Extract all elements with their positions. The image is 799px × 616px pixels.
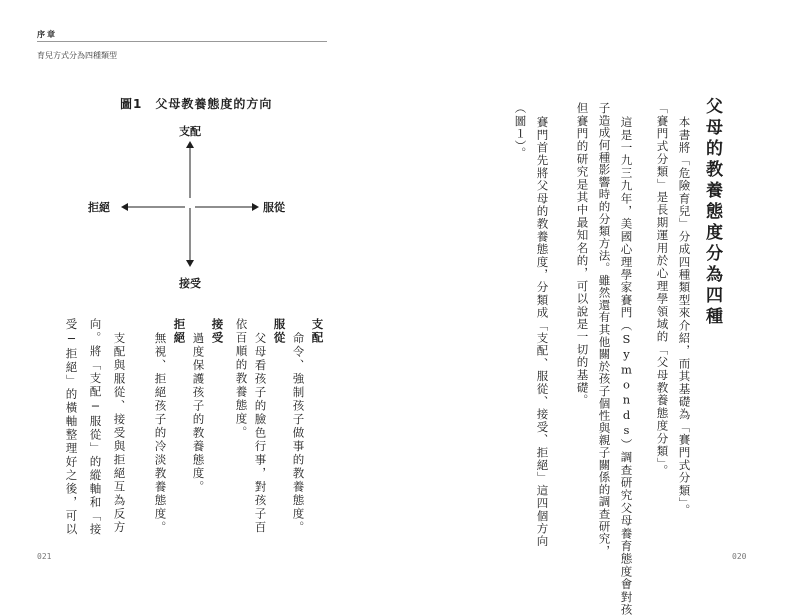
paragraph-1-line-2: 「賽門式分類」是長期運用於心理學領域的「父母教養態度分類」。 [655, 102, 670, 478]
attitude-axes-diagram [80, 120, 310, 295]
axis-label-left: 拒絕 [88, 201, 110, 214]
page-number-right: 020 [732, 552, 747, 561]
axis-label-right: 服從 [263, 201, 285, 214]
paragraph-1-line-1: 本書將「危險育兒」分成四種類型來介紹，而其基礎為「賽門式分類」。 [677, 116, 692, 517]
paragraph-2-line-2: 子造成何種影響時的分類方法。雖然還有其他關於孩子個性與親子關係的調查研究， [597, 102, 612, 558]
paragraph-2-line-1: 這是一九三九年，美國心理學家賽門（Symonds）調查研究父母養育態度會對孩 [619, 116, 634, 616]
definition-text-obedience-1: 父母看孩子的臉色行事，對孩子百 [253, 332, 268, 535]
chapter-subtitle: 育兒方式分為四種類型 [37, 51, 117, 60]
definition-term-dominance: 支配 [310, 318, 325, 345]
definition-term-obedience: 服從 [272, 318, 287, 345]
definition-text-obedience-2: 依百順的教養態度。 [234, 318, 249, 440]
figure-title: 圖1 父母教養態度的方向 [120, 97, 273, 111]
paragraph-3-line-1: 賽門首先將父母的教養態度，分類成「支配、服從、接受、拒絕」這四個方向 [535, 116, 550, 548]
header-rule [37, 41, 327, 42]
definition-term-acceptance: 接受 [210, 318, 225, 345]
section-heading: 父母的教養態度分為四種 [702, 97, 722, 328]
axis-label-top: 支配 [179, 125, 201, 138]
paragraph-2-line-3: 但賽門的研究是其中最知名的，可以說是一切的基礎。 [575, 102, 590, 407]
left-page [0, 0, 399, 588]
definition-text-rejection: 無視、拒絕孩子的冷淡教養態度。 [153, 332, 168, 535]
closing-line-1: 支配與服從、接受與拒絕互為反方 [112, 332, 127, 535]
page-number-left: 021 [37, 552, 52, 561]
definition-text-dominance: 命令、強制孩子做事的教養態度。 [291, 332, 306, 535]
paragraph-3-line-2: （圖１）。 [513, 102, 528, 160]
closing-line-3: 受─拒絕」的橫軸整理好之後，可以 [64, 318, 79, 537]
closing-line-2: 向。將「支配─服從」的縱軸和「接 [88, 318, 103, 537]
axis-label-bottom: 接受 [179, 277, 201, 290]
definition-term-rejection: 拒絕 [172, 318, 187, 345]
chapter-label: 序章 [37, 30, 57, 39]
definition-text-acceptance: 過度保護孩子的教養態度。 [191, 332, 206, 494]
right-page [400, 0, 799, 616]
